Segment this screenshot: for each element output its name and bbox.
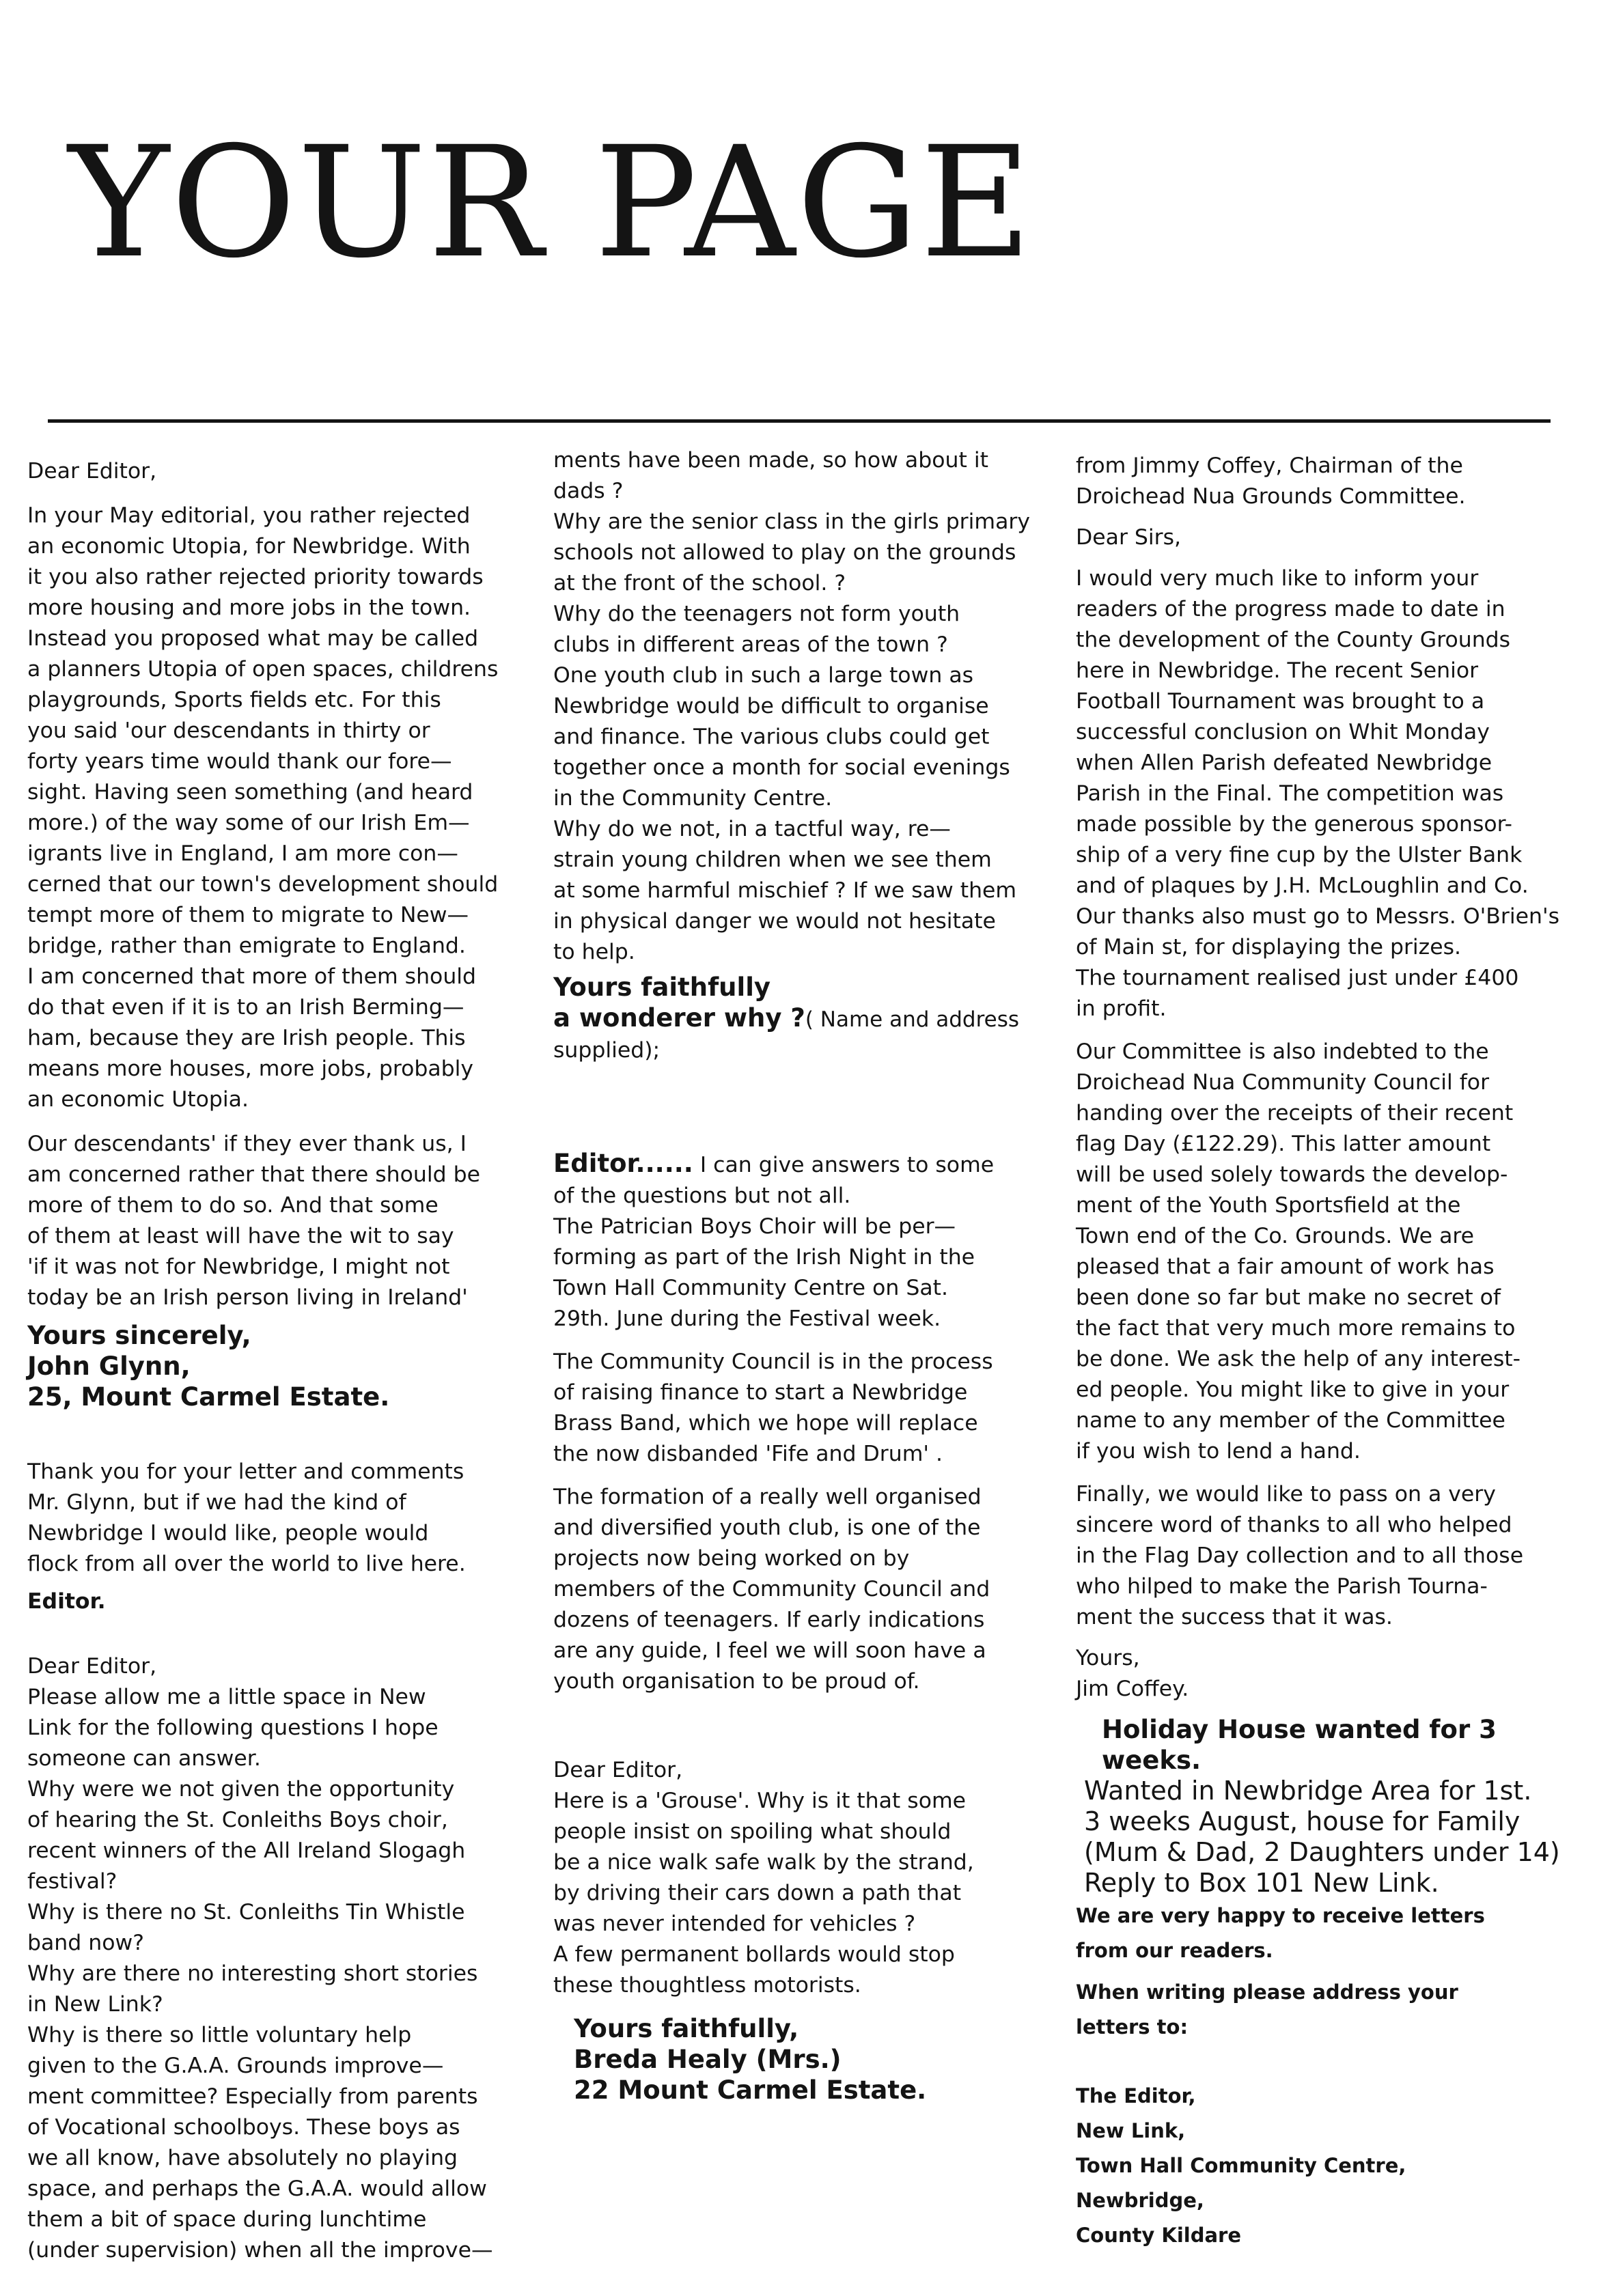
letter2-continued: ments have been made, so how about it dads ? Why are the senior class in the girls primary schools not allowed to play on the grounds at the front of the school. ? Why do the teenagers not form youth clubs in different areas of the town ? One youth club in such a large town as Newbridge would be difficult to organise and finance. The various clubs could get together once a month for social evenings in the Community Centre. Why do we not, in a tactful way, re— strain young children when we see them at some harmful mischief ? If we saw them in physical danger we would not hesitate to help.	[553, 448, 1030, 964]
editor-answer-body: of the questions but not all. The Patrician Boys Choir will be per— forming as part of the Irish Night in the Town Hall Community Centre on Sat. 29th. June during the Festival week.	[553, 1184, 975, 1331]
editor-answer-lead: Editor......	[553, 1149, 693, 1178]
editor-address: The Editor, New Link, Town Hall Community Centre, Newbridge, County Kildare	[1076, 2084, 1406, 2247]
holiday-ad-body: Wanted in Newbridge Area for 1st. 3 weeks August, house for Family (Mum & Dad, 2 Daughters under 14) Reply to Box 101 New Link.	[1084, 1776, 1560, 1898]
title-rule	[48, 419, 1551, 423]
letter3-signature: Yours faithfully, Breda Healy (Mrs.) 22 Mount Carmel Estate.	[574, 2014, 927, 2105]
column-left	[27, 447, 526, 2266]
column-middle	[553, 445, 1059, 2105]
letter2-signature-note-2: supplied);	[553, 1038, 661, 1063]
letter1-salutation: Dear Editor,	[27, 459, 157, 484]
editor-reply-1-signature: Editor.	[27, 1589, 106, 1614]
letter4-body-2: Our Committee is also indebted to the Droichead Nua Community Council for handing over the receipts of their recent flag Day (£122.29). This latter amount will be used solely towards the develop- ment of the Youth Sportsfield at the Town end of the Co. Grounds. We are pleased that a fair amount of work has been done so far but make no secret of the fact that very much more remains to be done. We ask the help of any interest- ed people. You might like to give in your name to any member of the Committee if you wish to lend a hand.	[1076, 1039, 1521, 1464]
letter2-signature-name: a wonderer why ?	[553, 1003, 805, 1033]
letter1-body-2: Our descendants' if they ever thank us, I am concerned rather that there should be more of them to do so. And that some of them at least will have the wit to say 'if it was not for Newbridge, I might not today be an Irish person living in Ireland'	[27, 1132, 480, 1310]
editor-answer-first-line: I can give answers to some	[693, 1153, 995, 1177]
readers-note-1: We are very happy to receive letters from our readers.	[1076, 1904, 1485, 1962]
letter3-body: Here is a 'Grouse'. Why is it that some people insist on spoiling what should be a nice walk safe walk by the strand, by driving their cars down a path that was never intended for vehicles ? A few permanent bollards would stop these thoughtless motorists.	[553, 1789, 974, 1998]
letter4-signature: Yours, Jim Coffey.	[1076, 1646, 1189, 1701]
letter4-intro: from Jimmy Coffey, Chairman of the Droichead Nua Grounds Committee.	[1076, 453, 1466, 509]
letter4-salutation: Dear Sirs,	[1076, 525, 1182, 550]
letter4-body: I would very much like to inform your readers of the progress made to date in the development of the County Grounds here in Newbridge. The recent Senior Football Tournament was brought to a successful conclusion on Whit Monday when Allen Parish defeated Newbridge Parish in the Final. The competition was made possible by the generous sponsor- ship of a very fine cup by the Ulster Bank and of plaques by J.H. McLoughlin and Co. Our thanks also must go to Messrs. O'Brien's of Main st, for displaying the prizes. The tournament realised just under £400 in profit.	[1076, 566, 1560, 1021]
letter2-signature-line2	[553, 1003, 1059, 1035]
column-right	[1076, 451, 1581, 2253]
editor-reply-1: Thank you for your letter and comments Mr. Glynn, but if we had the kind of Newbridge I would like, people would flock from all over the world to live here.	[27, 1459, 466, 1576]
letter4-body-3: Finally, we would like to pass on a very sincere word of thanks to all who helped in the Flag Day collection and to all those who hilped to make the Parish Tourna- ment the success that it was.	[1076, 1482, 1524, 1629]
holiday-ad-title: Holiday House wanted for 3 weeks.	[1102, 1715, 1497, 1775]
editor-answer-para-3: The formation of a really well organised and diversified youth club, is one of the projects now being worked on by members of the Community Council and dozens of teenagers. If early indications are any guide, I feel we will soon have a youth organisation to be proud of.	[553, 1485, 990, 1694]
letter1-body: In your May editorial, you rather rejected an economic Utopia, for Newbridge. With it you also rather rejected priority towards more housing and more jobs in the town. Instead you proposed what may be called a planners Utopia of open spaces, childrens playgrounds, Sports fields etc. For this you said 'our descendants in thirty or forty years time would thank our fore— sight. Having seen something (and heard more.) of the way some of our Irish Em— igrants live in England, I am more con— cerned that our town's development should tempt more of them to migrate to New— bridge, rather than emigrate to England. I am concerned that more of them should do that even if it is to an Irish Berming— ham, because they are Irish people. This means more houses, more jobs, probably an economic Utopia.	[27, 503, 499, 1112]
letter1-signature: Yours sincerely, John Glynn, 25, Mount Carmel Estate.	[27, 1321, 390, 1412]
page-title: YOUR PAGE	[68, 113, 1033, 292]
letter2-salutation: Dear Editor,	[27, 1654, 157, 1679]
readers-note-2: When writing please address your letters to:	[1076, 1980, 1458, 2039]
editor-answer-intro	[553, 1148, 1059, 1181]
letter2-signature-line1: Yours faithfully	[553, 972, 771, 1002]
letter2-body: Please allow me a little space in New Link for the following questions I hope someone can answer. Why were we not given the opportunity of hearing the St. Conleiths Boys choir, recent winners of the All Ireland Slogagh festival? Why is there no St. Conleiths Tin Whistle band now? Why are there no interesting short stories in New Link? Why is there so little voluntary help given to the G.A.A. Grounds improve— ment committee? Especially from parents of Vocational schoolboys. These boys as we all know, have absolutely no playing space, and perhaps the G.A.A. would allow them a bit of space during lunchtime (under supervision) when all the improve—	[27, 1685, 493, 2263]
letter3-salutation: Dear Editor,	[553, 1758, 683, 1782]
letter2-signature-note: ( Name and address	[805, 1007, 1020, 1032]
editor-answer-para-2: The Community Council is in the process of raising finance to start a Newbridge Brass Band, which we hope will replace the now disbanded 'Fife and Drum' .	[553, 1349, 993, 1466]
